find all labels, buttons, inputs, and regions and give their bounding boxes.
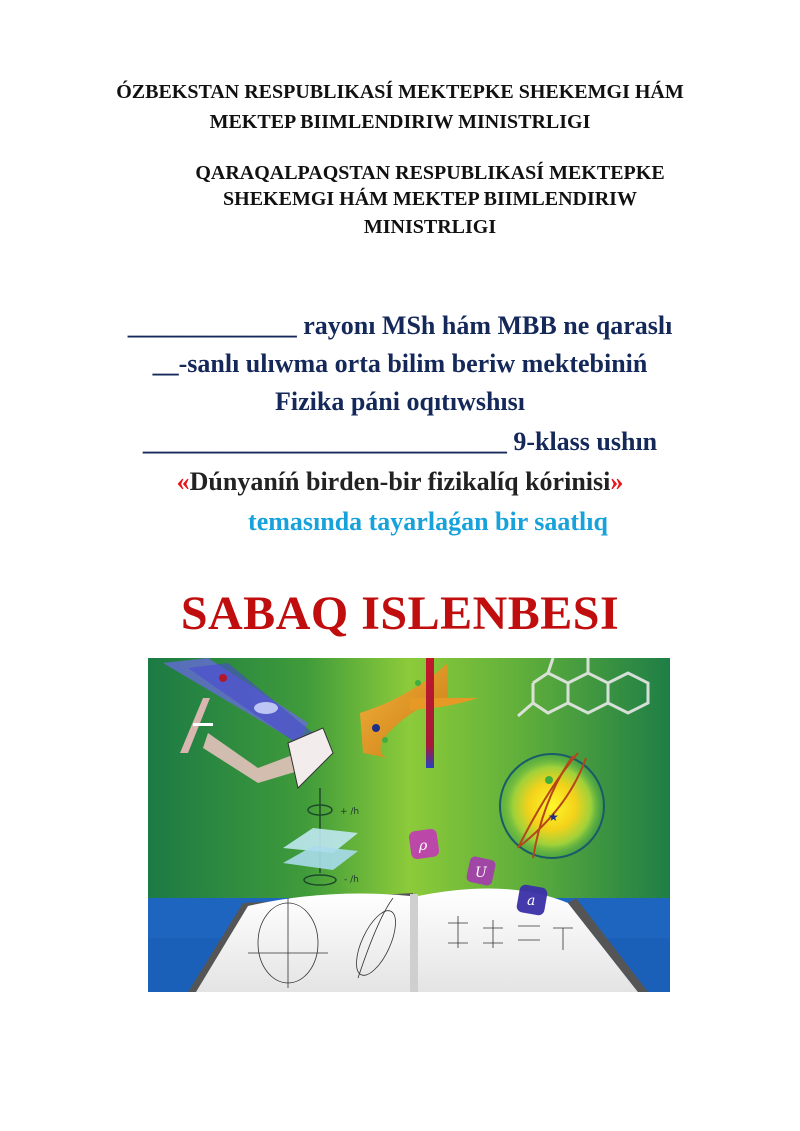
tile-rho	[408, 828, 440, 860]
svg-text:★: ★	[548, 810, 559, 824]
capacitor-plates-icon	[283, 828, 358, 870]
prepared-line: temasında tayarlaǵan bir saatlıq	[248, 507, 608, 536]
tile-a	[516, 884, 548, 916]
class-blank: ____________________________	[142, 427, 507, 456]
teacher-line: Fizika páni oqıtıwshısı	[275, 387, 525, 416]
topic-text: Dúnyaníń birden-bir fizikalíq kórinisi	[189, 467, 611, 496]
school-line: __-sanlı ulıwma orta bilim beriw mektebiniń	[152, 349, 648, 378]
ministry-uz-line-1: ÓZBEKSTAN RESPUBLIKASÍ MEKTEPKE SHEKEMGI HÁM	[116, 81, 684, 103]
class-line	[0, 422, 800, 462]
topic-line	[0, 462, 800, 502]
document-title: SABAQ ISLENBESI	[180, 587, 620, 640]
tile-u	[466, 856, 497, 887]
district-line: _____________ rayonı MSh hám MBB ne qaraslı	[127, 311, 673, 340]
optics-apparatus-icon	[163, 658, 333, 788]
open-book-icon	[188, 888, 648, 992]
label-plus-h: + /h	[340, 807, 360, 817]
class-label: 9-klass ushın	[506, 427, 658, 456]
ministry-kk-line-2: SHEKEMGI HÁM MEKTEP BIIMLENDIRIW	[223, 188, 637, 210]
quote-open: «	[176, 467, 190, 496]
svg-text:a: a	[527, 893, 536, 909]
saddle-surface-icon	[360, 658, 478, 768]
physics-illustration	[148, 658, 670, 992]
ministry-kk-line-3: MINISTRLIGI	[363, 216, 497, 238]
svg-text:ρ: ρ	[419, 838, 428, 854]
orbit-sphere-icon	[500, 753, 604, 858]
molecule-icon	[518, 658, 648, 716]
ministry-kk-line-1: QARAQALPAQSTAN RESPUBLIKASÍ MEKTEPKE	[195, 162, 665, 184]
ministry-uz-line-2: MEKTEP BIIMLENDIRIW MINISTRLIGI	[209, 111, 591, 133]
svg-text:U: U	[475, 865, 487, 881]
quote-close: »	[610, 467, 624, 496]
label-minus-h: - /h	[344, 875, 359, 885]
